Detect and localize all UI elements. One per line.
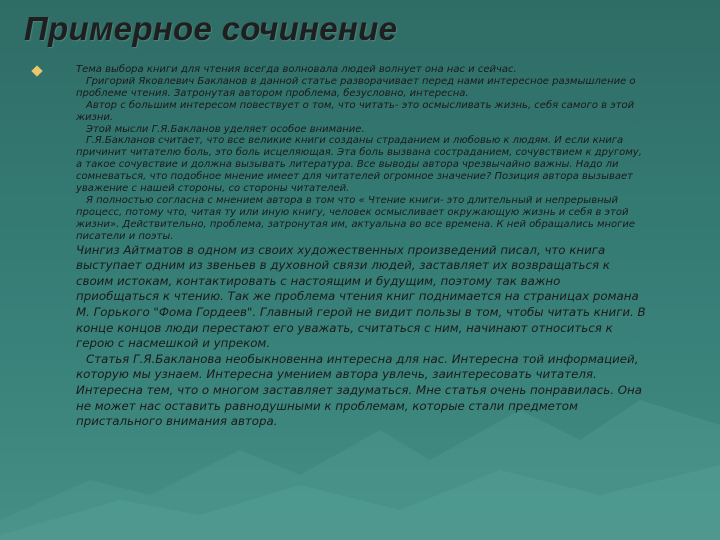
paragraph-agreement: Я полностью согласна с мнением автора в том что « Чтение книги- это длительный и непрерывный процесс, потому что, читая ту или иную книгу, человек осмысливает окружающую жизнь и себя в этой жизни». Действительно, проблема, затронутая им, актуальна во все времена. К ней обращались многие писатели и поэты. [76,194,636,242]
paragraph-intro: Тема выбора книги для чтения всегда волновала людей волнует она нас и сейчас. [76,64,517,75]
paragraph-arguments: Чингиз Айтматов в одном из своих художественных произведений писал, что книга выступает одним из звеньев в духовной связи людей, заставляет их возвращаться к своим истокам, контактировать с настоящим и будущим, поэтому так важно приобщаться к чтению. Так же проблема чтения книг поднимается на страницах романа М. Горького "Фома Гордеев". Главный герой не видит пользы в том, чтобы читать книги. В конце концов люди перестают его уважать, считаться с ним, начинают относиться к герою с насмешкой и упреком. [76,242,646,351]
paragraph-attention: Этой мысли Г.Я.Бакланов уделяет особое внимание. [86,123,365,135]
bullet-icon [31,65,42,76]
essay-body [76,64,646,430]
paragraph-author: Григорий Яковлевич Бакланов в данной статье разворачивает перед нами интересное размышление о проблеме чтения. Затронутая автором проблема, безусловно, интересна. [76,75,636,99]
paragraph-problem: Автор с большим интересом повествует о том, что читать- это осмысливать жизнь, себя самого в этой жизни. [76,99,635,123]
paragraph-position: Г.Я.Бакланов считает, что все великие книги созданы страданием и любовью к людям. И если книга причинит читателю боль, это боль исцеляющая. Эта боль вызвана состраданием, сочувствием к другому, а такое сочувствие и должна вызывать литература. Все выводы автора чрезвычайно важны. Надо ли сомневаться, что подобное мнение имеет для читателей огромное значение? Позиция автора вызывает уважение с нашей стороны, со стороны читателей. [76,135,642,195]
paragraph-conclusion: Статья Г.Я.Бакланова необыкновенна интересна для нас. Интересна той информацией, которую мы узнаем. Интересна умением автора увлечь, заинтересовать читателя. Интересна тем, что о многом заставляет задуматься. Мне статья очень понравилась. Она не может нас оставить равнодушными к проблемам, которые стали предметом пристального внимания автора. [76,351,642,429]
slide-title: Примерное сочинение [24,10,398,47]
